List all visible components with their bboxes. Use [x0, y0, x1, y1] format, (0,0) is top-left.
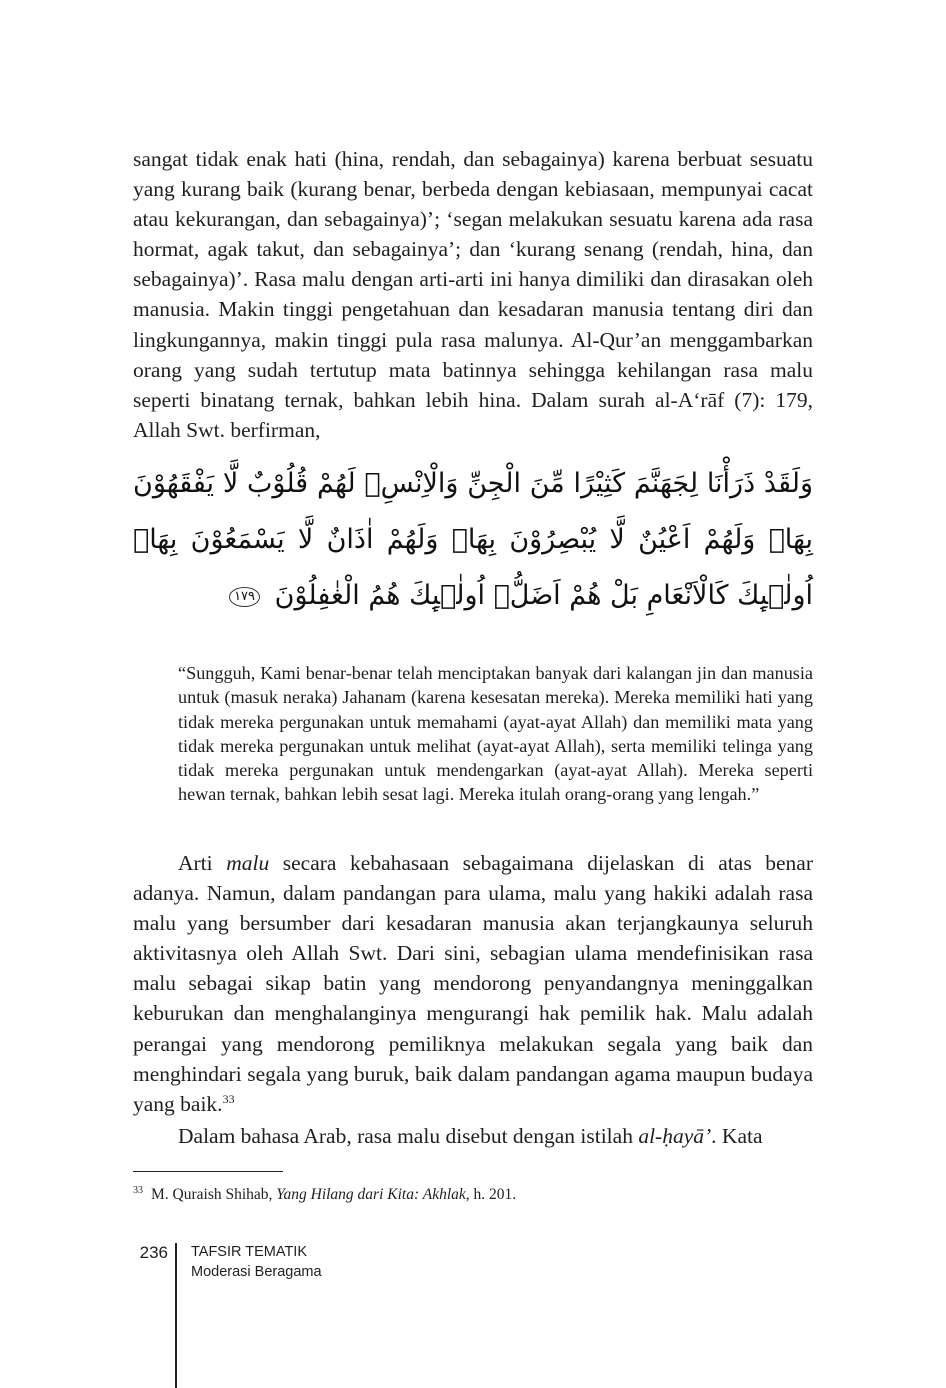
book-series-title: TAFSIR TEMATIK [191, 1244, 308, 1260]
paragraph-2-text-b: secara kebahasaan sebagaimana dijelaskan di atas benar adanya. Namun, dalam pandangan para ulama, malu yang hakiki adalah rasa malu yang bersumber dari kesadaran manusia akan terjangkaunya seluruh aktivitasnya oleh Allah Swt. Dari sini, sebagian ulama mendefinisikan rasa malu sebagai sikap batin yang mendorong penyandangnya meninggalkan keburukan dan menghalanginya mengurangi hak pemilik hak. Malu adalah perangai yang mendorong pemiliknya melakukan segala yang baik dan menghindari segala yang buruk, baik dalam pandangan agama maupun budaya yang baik. [133, 851, 813, 1116]
body-paragraph-3 [133, 1121, 813, 1151]
body-paragraph-2 [133, 848, 813, 1119]
arabic-verse [133, 456, 813, 624]
paragraph-3-text-b: . Kata [711, 1124, 763, 1148]
footnote-divider [133, 1171, 283, 1172]
footnote-book-title: Yang Hilang dari Kita: Akhlak [276, 1186, 466, 1204]
paragraph-2-italic-term: malu [226, 851, 270, 875]
running-footer [191, 1242, 322, 1282]
footnote-author: M. Quraish Shihab, [151, 1186, 277, 1204]
footnote [133, 1180, 813, 1206]
arabic-verse-text: وَلَقَدْ ذَرَأْنَا لِجَهَنَّمَ كَثِيْرًا مِّنَ الْجِنِّ وَالْاِنْسِۖ لَهُمْ قُلُوْبٌ لَّا يَفْقَهُوْنَ بِهَاۖ وَلَهُمْ اَعْيُنٌ لَّا يُبْصِرُوْنَ بِهَاۖ وَلَهُمْ اٰذَانٌ لَّا يَسْمَعُوْنَ بِهَاۗ اُولٰۤىِٕكَ كَالْاَنْعَامِ بَلْ هُمْ اَضَلُّۗ اُولٰۤىِٕكَ هُمُ الْغٰفِلُوْنَ [133, 468, 813, 611]
book-subtitle: Moderasi Beragama [191, 1264, 322, 1280]
footer-divider-line [175, 1243, 177, 1388]
page-number: 236 [139, 1243, 168, 1262]
footnote-page: , h. 201. [465, 1186, 517, 1204]
ayah-number-marker: ١٧٩ [229, 587, 260, 607]
paragraph-2-text-a: Arti [178, 851, 227, 875]
paragraph-3-text-a: Dalam bahasa Arab, rasa malu disebut dengan istilah [178, 1124, 639, 1148]
footnote-number: 33 [133, 1185, 143, 1196]
verse-translation: “Sungguh, Kami benar-benar telah menciptakan banyak dari kalangan jin dan manusia untuk (masuk neraka) Jahanam (karena kesesatan mereka). Mereka memiliki hati yang tidak mereka pergunakan untuk memahami (ayat-ayat Allah) dan memiliki mata yang tidak mereka pergunakan untuk melihat (ayat-ayat Allah), serta memiliki telinga yang tidak mereka pergunakan untuk mendengarkan (ayat-ayat Allah). Mereka seperti hewan ternak, bahkan lebih sesat lagi. Mereka itulah orang-orang yang lengah.” [178, 663, 813, 805]
paragraph-3-italic-term: al-ḥayā’ [638, 1124, 712, 1148]
body-paragraph-1: sangat tidak enak hati (hina, rendah, dan sebagainya) karena berbuat sesuatu yang kurang baik (kurang benar, berbeda dengan kebiasaan, mempunyai cacat atau kekurangan, dan sebagainya)’; ‘segan melakukan sesuatu karena ada rasa hormat, agak takut, dan sebagainya’; dan ‘kurang senang (rendah, hina, dan sebagainya)’. Rasa malu dengan arti-arti ini hanya dimiliki dan dirasakan oleh manusia. Makin tinggi pengetahuan dan kesadaran manusia tentang diri dan lingkungannya, makin tinggi pula rasa malunya. Al-Qur’an menggambarkan orang yang sudah tertutup mata batinnya sehingga kehilangan rasa malu seperti binatang ternak, bahkan lebih hina. Dalam surah al-A‘rāf (7): 179, Allah Swt. berfirman, [133, 147, 813, 442]
footnote-reference[interactable]: 33 [222, 1091, 235, 1106]
